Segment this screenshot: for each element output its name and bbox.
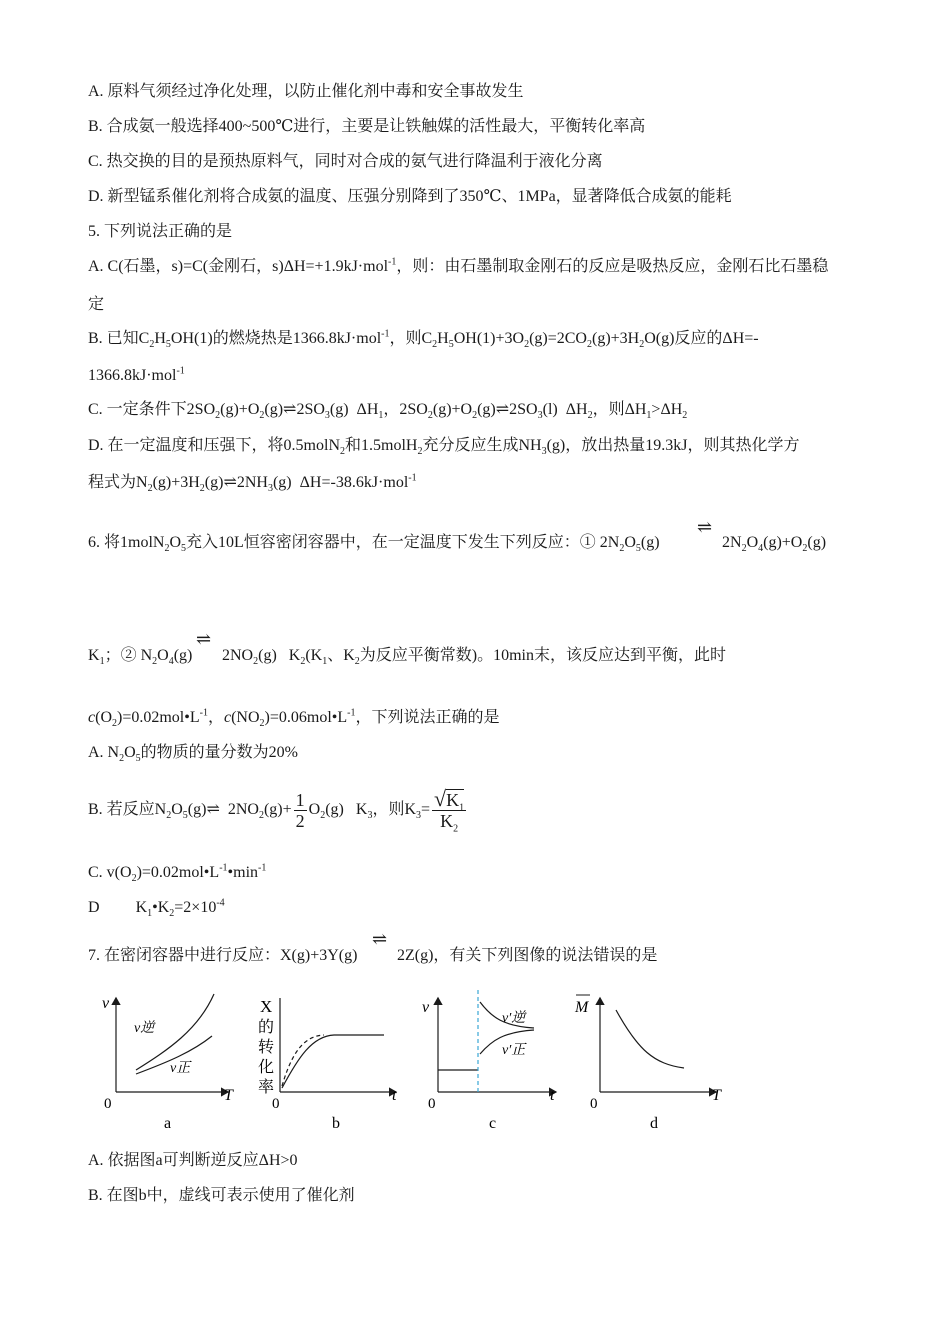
q5-option-d: D. 在一定温度和压强下，将0.5molN$_2$和1.5molH$_2$充分反应生成$NH_3(g)$，放出热量19.3kJ，则其热化学方 xyxy=(88,437,800,458)
fig-c-ylabel: v xyxy=(422,999,430,1016)
q6-conditions: $c(O_2)=0.02mol•L^{-1}$，$c(NO_2)=0.06mol•L^{-1}$，下列说法正确的是 xyxy=(88,707,500,730)
figure-a xyxy=(102,994,234,1132)
fig-b-dashed-curve xyxy=(282,1035,324,1086)
figure-b xyxy=(258,997,397,1132)
q5-option-a: A. C(石墨，s)=C(金刚石，s)ΔH=+1.9kJ·mol$^{-1}$，则：由石墨制取金刚石的反应是吸热反应，金刚石比石墨稳 xyxy=(88,256,829,275)
fig-b-xlabel: t xyxy=(392,1087,397,1104)
fig-c-label-v-reverse: v′逆 xyxy=(502,1011,526,1026)
q6-stem-prefix: 6. 将1molN xyxy=(88,534,165,551)
equilibrium-arrow-2: ⇌ xyxy=(196,629,212,649)
q6-stem-mid: 充入10L恒容密闭容器中，在一定温度下发生下列反应：① 2N xyxy=(186,534,620,551)
fig-a-label-v-reverse: v逆 xyxy=(134,1021,155,1036)
fraction-half: $\frac{1}{2}$ xyxy=(295,789,305,831)
fig-b-ylabel-5: 率 xyxy=(258,1079,275,1096)
fig-c-xlabel: t xyxy=(550,1087,555,1104)
fig-d-curve xyxy=(616,1010,684,1068)
q6-stem: 6. 将$1molN_2O_5$充入10L恒容密闭容器中，在一定温度下发生下列反应：① $2N_2O_5(g)$ xyxy=(88,534,660,555)
fig-d-ylabel: M xyxy=(575,999,589,1016)
fig-b-ylabel-1: X xyxy=(260,997,273,1016)
fig-c-origin: 0 xyxy=(428,1096,436,1112)
q6-option-c: C. $v(O_2)=0.02mol•L^{-1}•\min^{-1}$ xyxy=(88,862,267,885)
fig-b-ylabel-4: 化 xyxy=(258,1059,275,1076)
fraction-k3: $\frac{√K_1}{K_2}$ xyxy=(434,786,465,835)
figure-c xyxy=(422,990,556,1132)
q7-option-b: B. 在图b中，虚线可表示使用了催化剂 xyxy=(88,1187,355,1204)
fig-a-ylabel: v xyxy=(102,995,110,1012)
q6-option-a: A. $N_2O_5$的物质的量分数为20% xyxy=(88,744,299,765)
fig-d-caption: d xyxy=(650,1115,658,1132)
fig-b-caption: b xyxy=(332,1115,340,1132)
equilibrium-arrow-1: ⇌ xyxy=(697,517,713,537)
fig-b-solid-curve xyxy=(282,1035,384,1088)
q5-option-a-cont: 定 xyxy=(88,296,105,313)
q6-option-d-value: =2×10 xyxy=(174,899,217,916)
fig-c-caption: c xyxy=(489,1115,497,1132)
q7-stem: 7. 在密闭容器中进行反应：X(g)+3Y(g) xyxy=(88,947,358,964)
q7-option-a: A. 依据图a可判断逆反应ΔH>0 xyxy=(88,1152,298,1169)
q5-option-d-cont: 程式为$N_2(g)+3H_2(g)\rightleftharpoons 2NH_3(g)$ ΔH=-38.6kJ·mol$^{-1}$ xyxy=(88,472,417,495)
q6-option-d-label: D xyxy=(88,899,100,916)
fig-a-xlabel: T xyxy=(224,1087,233,1104)
fig-b-origin: 0 xyxy=(272,1096,280,1112)
q6-reaction1-products: $2N_2O_4(g)+O_2(g)$ xyxy=(722,534,827,555)
q7-figures xyxy=(88,988,768,1138)
q6-option-a-label: A. N xyxy=(88,744,120,761)
q6-option-b: B. 若反应$N_2O_5(g)\rightleftharpoons$ $2NO_2(g)+$ $\frac{1}{2}$ $O_2(g)$ $K_3$，则$K_3=$ $\frac{√K_1}{K_2}$ xyxy=(88,786,465,835)
q4-option-d: D. 新型锰系催化剂将合成氨的温度、压强分别降到了350℃、1MPa，显著降低合成氨的能耗 xyxy=(88,188,732,205)
q6-option-a-tail: 的物质的量分数为20% xyxy=(140,744,299,761)
fig-a-label-v-forward: v正 xyxy=(170,1061,191,1076)
q5-stem: 5. 下列说法正确的是 xyxy=(88,223,233,240)
q5-option-c: C. 一定条件下$2SO_2(g)+O_2(g)\rightleftharpoons 2SO_3(g)$ $\Delta H_1$，$2SO_2(g)+O_2(g)\rightleftharpoons 2SO_3(l)$ $\Delta H_2$，则$\Delta H_1>\Delta H_2$ xyxy=(88,401,688,422)
q5-b-value: 1366.8kJ·mol xyxy=(88,367,177,384)
q6-reaction2-products: $2NO_2(g)$ $K_2(K_1$、$K_2$为反应平衡常数)。10min末，该反应达到平衡，此时 xyxy=(222,647,727,668)
fig-d-origin: 0 xyxy=(590,1096,598,1112)
q5-option-b-cont: 1366.8kJ·mol$^{-1}$ xyxy=(88,365,185,384)
q6-reaction2: $K_1$；② $N_2O_4(g)$ xyxy=(88,647,193,668)
figure-d xyxy=(574,995,722,1132)
equilibrium-arrow-3: ⇌ xyxy=(372,929,388,949)
q4-option-b: B. 合成氨一般选择400~500℃进行，主要是让铁触媒的活性最大，平衡转化率高 xyxy=(88,118,646,135)
fig-c-label-v-forward: v′正 xyxy=(502,1043,526,1058)
q6-option-d: D $K_1•K_2=2\times 10^{-4}$ xyxy=(88,897,225,920)
q5-option-b: B. 已知$C_2H_5OH(1)$的燃烧热是1366.8kJ·mol$^{-1}$，则$C_2H_5OH(1)+3O_2(g)=2CO_2(g)+3H_2O(g)$反应的ΔH=- xyxy=(88,328,759,351)
q7-stem-tail: 2Z(g)，有关下列图像的说法错误的是 xyxy=(397,947,658,964)
q4-option-a: A. 原料气须经过净化处理，以防止催化剂中毒和安全事故发生 xyxy=(88,83,524,100)
fig-b-ylabel-3: 转 xyxy=(258,1039,275,1056)
fig-a-origin: 0 xyxy=(104,1096,112,1112)
fig-d-xlabel: T xyxy=(712,1087,721,1104)
fig-a-caption: a xyxy=(164,1115,172,1132)
fig-b-ylabel-2: 的 xyxy=(258,1019,275,1036)
q4-option-c: C. 热交换的目的是预热原料气，同时对合成的氨气进行降温利于液化分离 xyxy=(88,153,603,170)
